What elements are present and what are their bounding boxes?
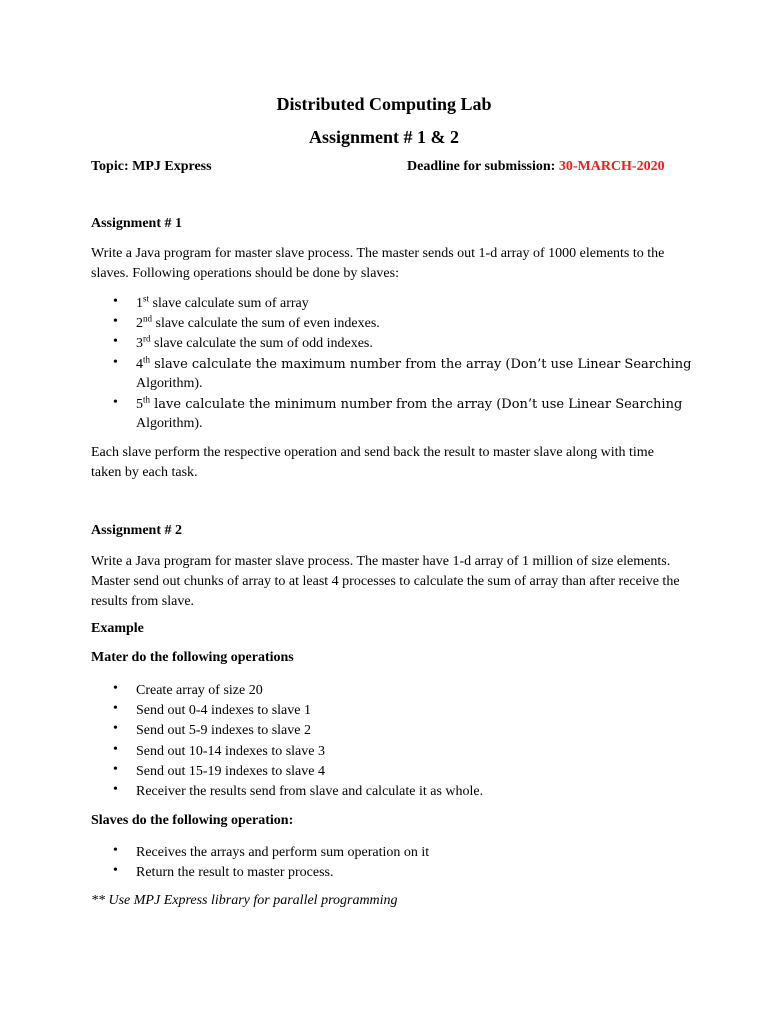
slaves-heading: Slaves do the following operation: [91, 813, 294, 828]
assignment2-intro: Write a Java program for master slave process. The master have 1-d array of 1 million of size elements. Master send out chunks of array to at least 4 processes to calculate the sum of array than after receive the results from slave. [91, 554, 680, 609]
bullet-dot: • [113, 314, 118, 329]
slave-bullet-2: Return the result to master process. [136, 865, 334, 880]
master-bullet-4: Send out 10-14 indexes to slave 3 [136, 744, 325, 759]
assignment1-bullet-4: 4th slave calculate the maximum number from the array (Don’t use Linear Searching [136, 354, 692, 372]
deadline-label: Deadline for submission: [407, 159, 559, 174]
master-bullet-3: Send out 5-9 indexes to slave 2 [136, 723, 311, 738]
assignment1-bullet-5-cont: Algorithm). [136, 416, 203, 431]
master-bullet-5: Send out 15-19 indexes to slave 4 [136, 764, 325, 779]
bullet-dot: • [113, 843, 118, 858]
bullet-dot: • [113, 782, 118, 797]
assignment1-bullet-1: 1st slave calculate sum of array [136, 293, 309, 311]
bullet-dot: • [113, 721, 118, 736]
deadline [407, 159, 665, 175]
bullet-dot: • [113, 294, 118, 309]
bullet-dot: • [113, 681, 118, 696]
bullet-dot: • [113, 395, 118, 410]
document-subtitle: Assignment # 1 & 2 [308, 127, 459, 147]
assignment1-bullet-3: 3rd slave calculate the sum of odd indexes. [136, 333, 373, 351]
assignment1-closing: Each slave perform the respective operation and send back the result to master slave along with time taken by each task. [91, 445, 654, 480]
assignment1-heading: Assignment # 1 [91, 216, 183, 231]
assignment1-intro: Write a Java program for master slave process. The master sends out 1-d array of 1000 elements to the slaves. Following operations should be done by slaves: [91, 246, 665, 281]
assignment1-bullet-4-cont: Algorithm). [136, 376, 203, 391]
master-bullet-6: Receiver the results send from slave and calculate it as whole. [136, 784, 484, 799]
bullet-dot: • [113, 742, 118, 757]
assignment1-bullet-2: 2nd slave calculate the sum of even indexes. [136, 313, 380, 331]
assignment1-bullet-5: 5th lave calculate the minimum number from the array (Don’t use Linear Searching [136, 394, 683, 412]
example-heading: Example [91, 621, 144, 636]
bullet-dot: • [113, 334, 118, 349]
assignment2-heading: Assignment # 2 [91, 523, 183, 538]
master-bullet-1: Create array of size 20 [136, 683, 263, 698]
master-heading: Mater do the following operations [91, 650, 294, 665]
topic-label: Topic: MPJ Express [91, 159, 212, 174]
document-title: Distributed Computing Lab [276, 94, 492, 114]
bullet-dot: • [113, 762, 118, 777]
bullet-dot: • [113, 863, 118, 878]
deadline-value: 30-MARCH-2020 [558, 159, 665, 174]
slave-bullet-1: Receives the arrays and perform sum operation on it [136, 845, 430, 860]
master-bullet-2: Send out 0-4 indexes to slave 1 [136, 703, 311, 718]
bullet-dot: • [113, 701, 118, 716]
library-note: ** Use MPJ Express library for parallel programming [91, 893, 398, 908]
bullet-dot: • [113, 355, 118, 370]
